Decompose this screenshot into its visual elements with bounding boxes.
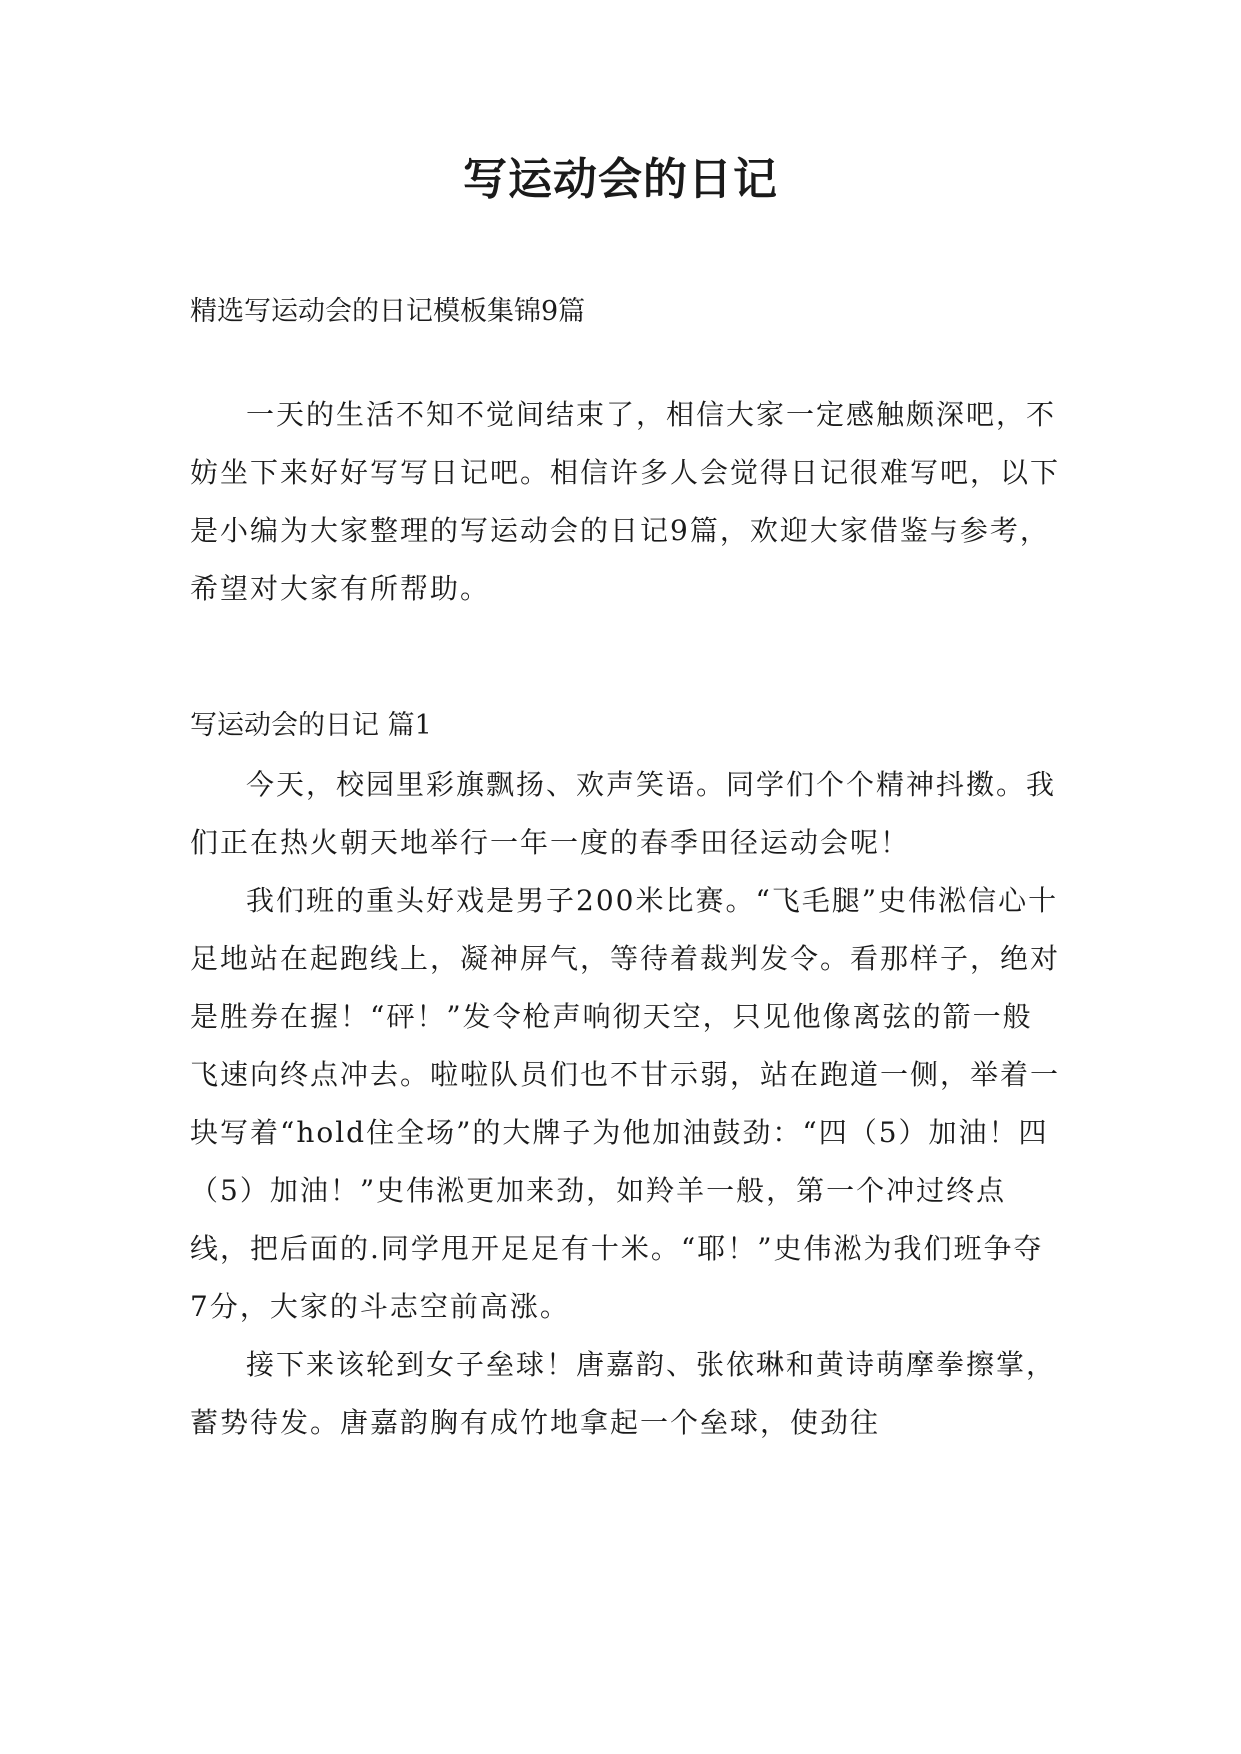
body-paragraph-2: 我们班的重头好戏是男子200米比赛。“飞毛腿”史伟淞信心十足地站在起跑线上，凝神屏气，等待着裁判发令。看那样子，绝对是胜券在握！“砰！”发令枪声响彻天空，只见他像离弦的箭一般飞速向终点冲去。啦啦队员们也不甘示弱，站在跑道一侧，举着一块写着“hold住全场”的大牌子为他加油鼓劲：“四（5）加油！四（5）加油！”史伟淞更加来劲，如羚羊一般，第一个冲过终点线，把后面的.同学甩开足足有十米。“耶！”史伟淞为我们班争夺7分，大家的斗志空前高涨。	[190, 884, 1061, 1323]
document-subtitle: 精选写运动会的日记模板集锦9篇	[190, 296, 586, 327]
intro-block	[190, 386, 1060, 618]
body-paragraph-1: 今天，校园里彩旗飘扬、欢声笑语。同学们个个精神抖擞。我们正在热火朝天地举行一年一度的春季田径运动会呢！	[190, 768, 1057, 859]
intro-paragraph: 一天的生活不知不觉间结束了，相信大家一定感触颇深吧，不妨坐下来好好写写日记吧。相信许多人会觉得日记很难写吧，以下是小编为大家整理的写运动会的日记9篇，欢迎大家借鉴与参考，希望对大家有所帮助。	[190, 398, 1061, 605]
body-paragraph-3: 接下来该轮到女子垒球！唐嘉韵、张依琳和黄诗萌摩拳擦掌，蓄势待发。唐嘉韵胸有成竹地拿起一个垒球，使劲往	[190, 1348, 1057, 1439]
body-block	[190, 756, 1060, 1452]
section-heading: 写运动会的日记 篇1	[190, 710, 432, 741]
document-title: 写运动会的日记	[463, 154, 778, 205]
